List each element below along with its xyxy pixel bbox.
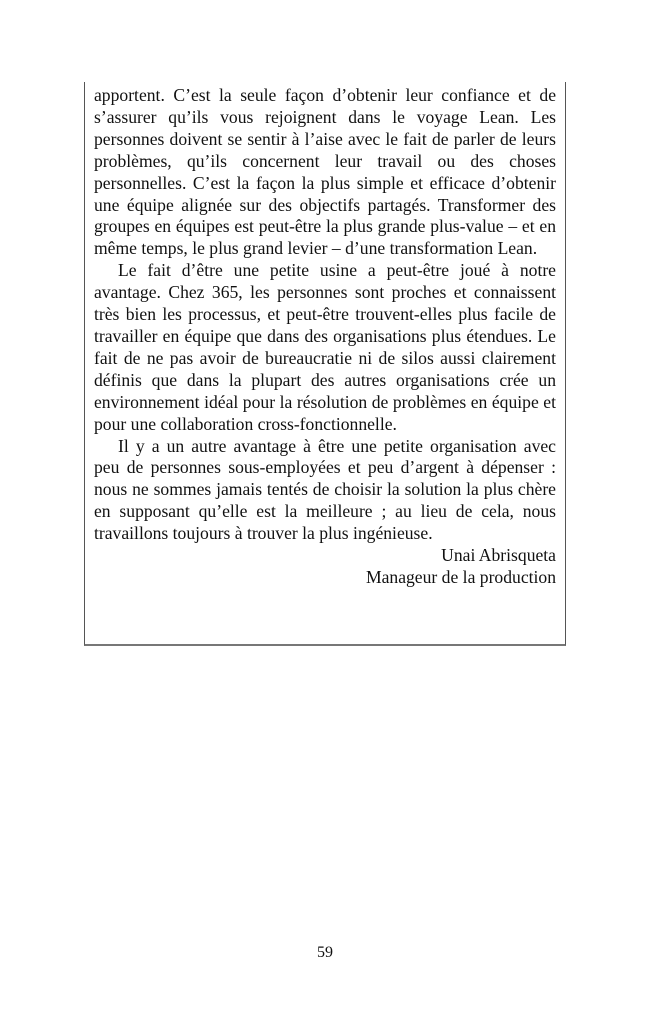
author-name: Unai Abrisqueta	[441, 545, 556, 566]
testimonial-paragraph-2: Le fait d’être une petite usine a peut-être joué à notre avantage. Chez 365, les personnes sont proches et connaissent très bien les processus, et peut-être trouvent-elles plus facile de travailler en équipe que dans des organisations plus étendues. Le fait de ne pas avoir de bureaucratie ni de silos aussi clairement définis que dans la plupart des autres organisations crée un environnement idéal pour la résolution de problèmes en équipe et pour une collaboration cross-fonctionnelle.	[94, 260, 556, 434]
testimonial-paragraph-3: Il y a un autre avantage à être une petite organisation avec peu de personnes sous-employées et peu d’argent à dépenser : nous ne sommes jamais tentés de choisir la solution la plus chère en supposant qu’elle est la meilleure ; au lieu de cela, nous travaillons toujours à trouver la plus ingénieuse.	[94, 435, 556, 544]
testimonial-box	[84, 82, 566, 646]
page-number: 59	[317, 944, 333, 961]
testimonial-paragraph-1: apportent. C’est la seule façon d’obtenir leur confiance et de s’assurer qu’ils vous rejoignent dans le voyage Lean. Les personnes doivent se sentir à l’aise avec le fait de parler de leurs problèmes, qu’ils concernent leur travail ou des choses personnelles. C’est la façon la plus simple et efficace d’obtenir une équipe alignée sur des objectifs partagés. Transformer des groupes en équipes est peut-être la plus grande plus-value – et en même temps, le plus grand levier – d’une transformation Lean.	[94, 85, 556, 259]
author-title: Manageur de la production	[365, 566, 556, 587]
